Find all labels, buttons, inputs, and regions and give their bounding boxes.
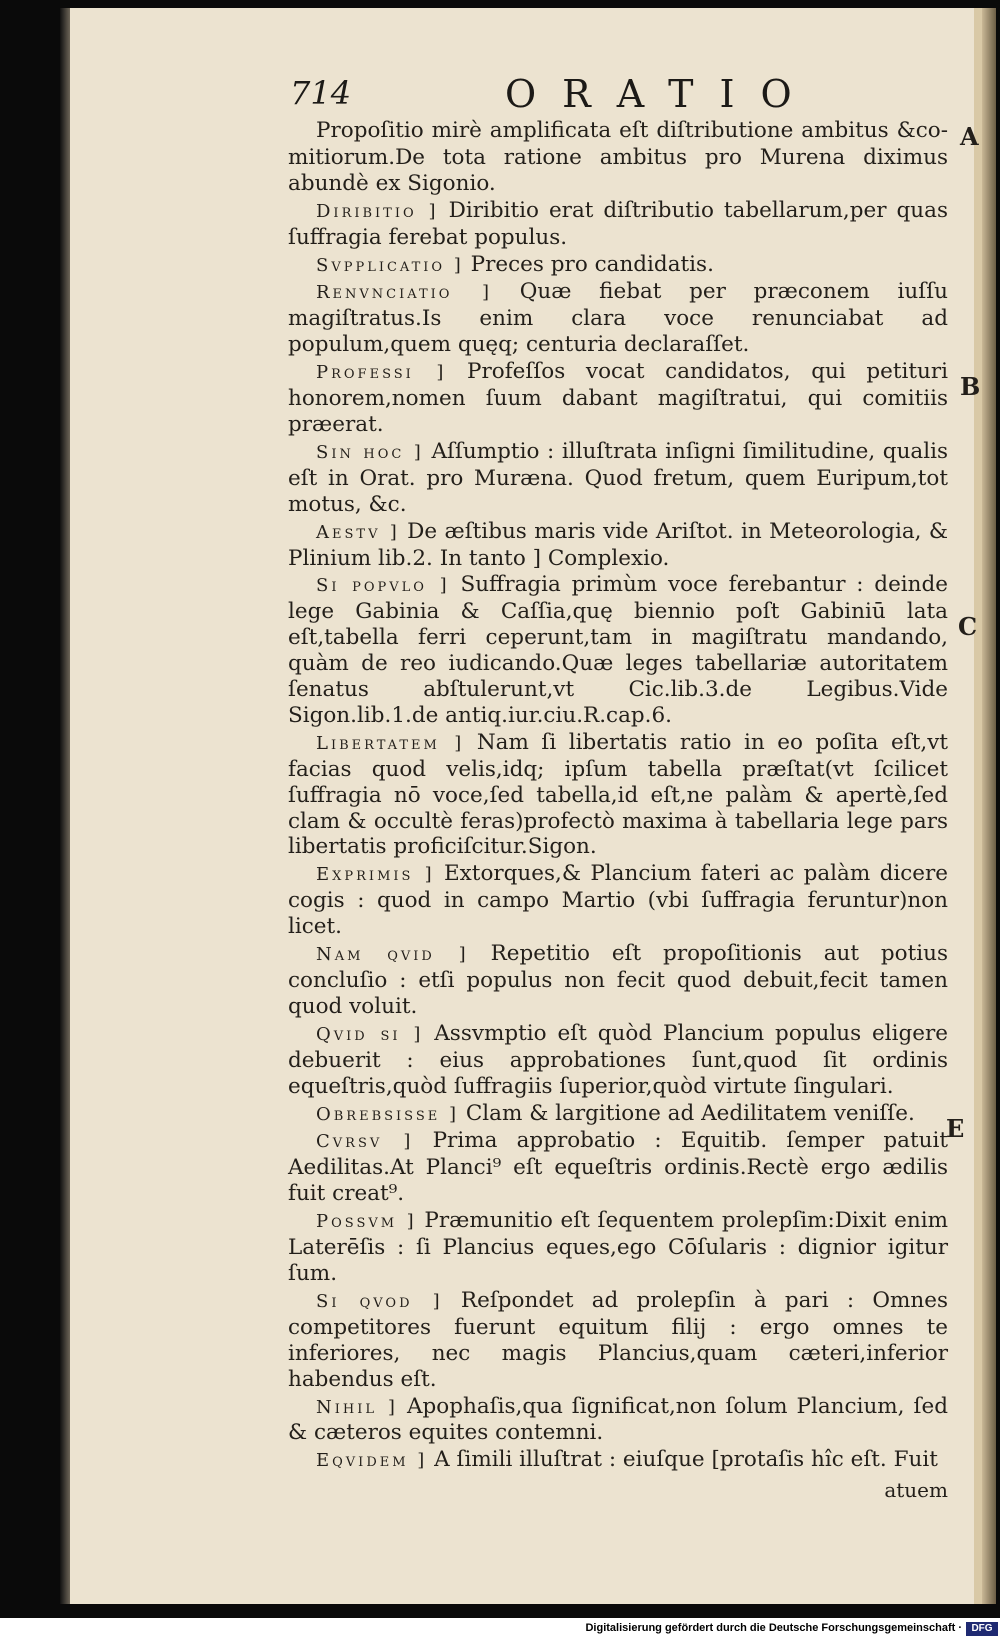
- commentary-entry: [288, 1394, 948, 1447]
- entry-text: Preces pro candidatis.: [470, 251, 714, 277]
- entry-text: Prima approbatio : Equitib. ſemper patuit Aedilitas.At Planci⁹ eſt equeſtris ordinis.Rectè ergo ædilis fuit creat⁹.: [288, 1128, 948, 1207]
- commentary-entry: [288, 359, 948, 438]
- commentary-entry: [288, 1447, 948, 1474]
- commentary-entry: [288, 252, 948, 279]
- commentary-text: [288, 118, 948, 1502]
- dfg-logo: DFG: [966, 1622, 998, 1636]
- entry-text: Quæ fiebat per præconem iuſſu magiſtratus.Is enim clara voce renunciabat ad populum,quem quęq; centuria declaraſſet.: [288, 279, 948, 358]
- lemma: Qvid si ]: [316, 1023, 424, 1045]
- lemma: Obrebsisse ]: [316, 1103, 459, 1125]
- lemma: Libertatem ]: [316, 732, 465, 754]
- margin-letter-b: B: [960, 372, 981, 401]
- commentary-entry: [288, 572, 948, 728]
- entry-text: Reſpondet ad prolepſin à pari : Omnes competitores fuerunt equitum filij : ergo omnes te inferiores, nec magis Plancius,quam cæteri,inferior habendus eſt.: [288, 1287, 948, 1392]
- entry-text: Diribitio erat diſtributio tabellarum,per quas ſuffragia ferebat populus.: [288, 197, 948, 250]
- lemma: Professi ]: [316, 362, 447, 384]
- commentary-entry: [288, 439, 948, 518]
- page-header: [290, 72, 850, 122]
- commentary-entry: [288, 1208, 948, 1287]
- entry-text: A ſimili illuſtrat : eiuſque [protaſis hîc eſt. Fuit: [434, 1447, 938, 1473]
- lemma: Cvrsv ]: [316, 1131, 414, 1153]
- commentary-entry: [288, 1101, 948, 1128]
- lemma: Exprimis ]: [316, 864, 435, 886]
- commentary-entry: [288, 941, 948, 1020]
- lemma: Possvm ]: [316, 1211, 417, 1233]
- lemma: Si qvod ]: [316, 1290, 443, 1312]
- margin-letter-e: E: [946, 1114, 965, 1143]
- entry-text: Profeſſos vocat candidatos, qui petituri honorem,nomen ſuum dabant magiſtratui, qui comitiis præerat.: [288, 359, 948, 437]
- lemma: Eqvidem ]: [316, 1450, 428, 1472]
- margin-letter-c: C: [958, 612, 978, 641]
- commentary-entry: [288, 1128, 948, 1207]
- page-number: 714: [290, 74, 352, 112]
- entry-text: Suffragia primùm voce ferebantur : deinde lege Gabinia & Caſſia,quę biennio poſt Gabiniū lata eſt,tabella ferri ceperunt,tam in magiſtratu mandando, quàm de reo iudicando.Quæ leges tabellariæ autoritatem ſenatus abſtulerunt,vt Cic.lib.3.de Legibus.Vide Sigon.lib.1.de antiq.iur.ciu.R.cap.6.: [288, 572, 948, 728]
- catchword: atuem: [884, 1478, 948, 1503]
- commentary-entry: [288, 730, 948, 861]
- lemma: Diribitio ]: [316, 200, 439, 222]
- commentary-entry: [288, 861, 948, 940]
- lemma: Aestv ]: [316, 521, 400, 543]
- footer-credit: Digitalisierung gefördert durch die Deutsche Forschungsgemeinschaft ·: [585, 1622, 962, 1634]
- entry-text: Nam ſi libertatis ratio in eo poſita eſt,vt facias quod velis,idq; ipſum tabella præſtat(vt ſcilicet ſuffragia nō voce,ſed tabella,id eſt,ne palàm & apertè,ſed clam & occultè feras)profectò maxima à tabellaria lege pars libertatis proficiſcitur.Sigon.: [288, 729, 949, 860]
- commentary-entry: [288, 118, 948, 197]
- commentary-entry: [288, 198, 948, 251]
- lemma: Si popvlo ]: [316, 575, 450, 597]
- lemma: Nam qvid ]: [316, 944, 469, 966]
- running-title: ORATIO: [505, 72, 818, 116]
- lemma: Svpplicatio ]: [316, 254, 464, 276]
- lemma: Nihil ]: [316, 1396, 398, 1418]
- lemma: Renvnciatio ]: [316, 282, 493, 304]
- margin-letter-a: A: [960, 122, 979, 151]
- commentary-entry: [288, 1021, 948, 1100]
- entry-text: Clam & largitione ad Aedilitatem veniſſe.: [465, 1100, 915, 1126]
- entry-text: De æſtibus maris vide Ariſtot. in Meteorologia, & Plinium lib.2. In tanto ] Complexio.: [288, 518, 948, 571]
- entry-text: Repetitio eſt propoſitionis aut potius concluſio : etſi populus non fecit quod debuit,fecit tamen quod voluit.: [288, 941, 948, 1019]
- entry-text: Aſſumptio : illuſtrata inſigni ſimilitudine, qualis eſt in Orat. pro Muræna. Quod fretum, quem Euripum,tot motus, &c.: [288, 438, 949, 517]
- entry-text: Assvmptio eſt quòd Plancium populus eligere debuerit : eius approbationes ſunt,quod ſit ordinis equeſtris,quòd ſuffragiis ſuperior,quòd virtute ſingulari.: [288, 1020, 948, 1099]
- entry-text: Apophaſis,qua ſignificat,non ſolum Plancium, ſed & cæteros equites contemni.: [288, 1393, 948, 1446]
- commentary-entry: [288, 279, 948, 358]
- entry-text: Extorques,& Plancium fateri ac palàm dicere cogis : quod in campo Martio (vbi ſuffragia feruntur)non licet.: [288, 861, 948, 940]
- book-gutter: [60, 8, 70, 1604]
- digitization-footer: [0, 1620, 1000, 1640]
- commentary-entry: [288, 1288, 948, 1393]
- lemma: Sin hoc ]: [316, 441, 424, 463]
- commentary-entry: [288, 519, 948, 572]
- page-edge: [982, 8, 996, 1604]
- entry-text: Propoſitio mirè amplificata eſt diſtributione ambitus &co-mitiorum.De tota ratione ambitus pro Murena diximus abundè ex Sigonio.: [288, 118, 948, 196]
- entry-text: Præmunitio eſt ſequentem prolepſim:Dixit enim Laterēſis : ſi Plancius eques,ego Cōſularis : dignior igitur ſum.: [288, 1208, 949, 1286]
